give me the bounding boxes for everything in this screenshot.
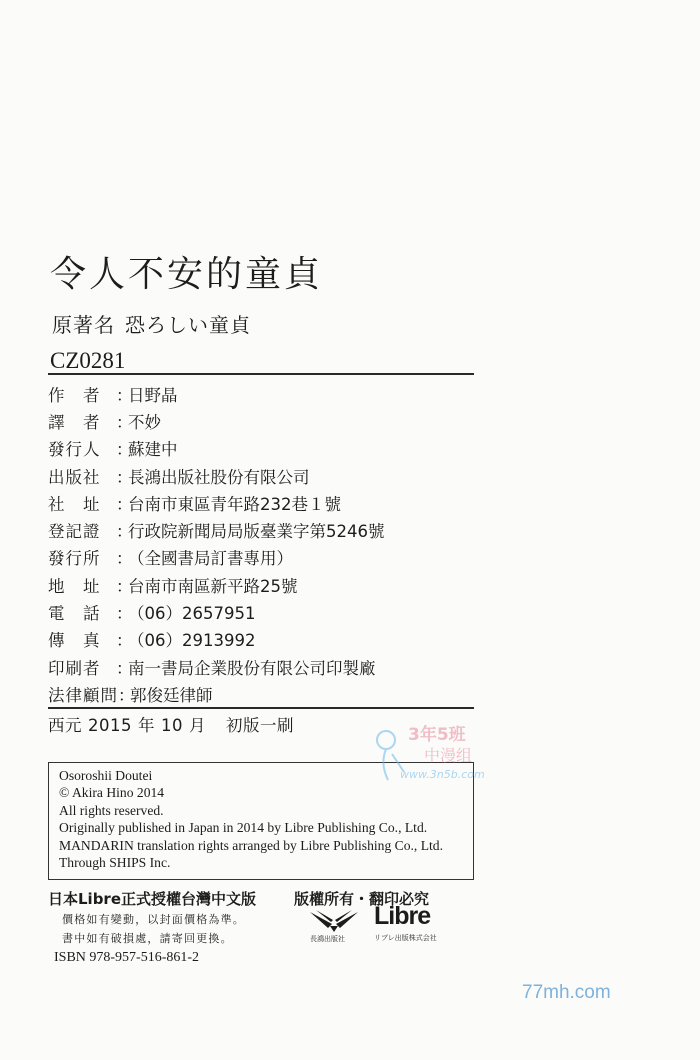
credit-key: 發行所 — [48, 549, 101, 569]
copyright-line: All rights reserved. — [59, 802, 164, 818]
credit-key: 社 址 — [48, 494, 101, 514]
credit-value: 台南市南區新平路25號 — [128, 576, 298, 596]
credit-value: 長鴻出版社股份有限公司 — [128, 467, 310, 487]
credit-row: 社 址 ： 台南市東區青年路232巷１號 — [48, 489, 478, 516]
copyright-line: Originally published in Japan in 2014 by Libre Publishing Co., Ltd. — [59, 820, 428, 836]
watermark-url: www.3n5b.com — [400, 768, 485, 781]
credit-row: 發行人 ： 蘇建中 — [48, 435, 478, 462]
original-title — [52, 310, 251, 340]
credit-value: 行政院新聞局局版臺業字第5246號 — [128, 522, 385, 542]
credit-row: 法律顧問 ： 郭俊廷律師 — [48, 680, 478, 707]
original-title-label: 原著名 — [52, 313, 115, 337]
credit-row: 登記證 ： 行政院新聞局局版臺業字第5246號 — [48, 516, 478, 543]
copyright-line: Through SHIPS Inc. — [59, 855, 171, 871]
edition-era: 西元 — [48, 716, 82, 735]
publisher-logo-caption: 長鴻出版社 — [310, 935, 345, 943]
credit-value: 郭俊廷律師 — [130, 685, 213, 705]
credit-row: 傳 真 ： （06）2913992 — [48, 626, 478, 653]
credit-key: 譯 者 — [48, 412, 101, 432]
original-title-value: 恐ろしい童貞 — [125, 313, 251, 337]
rights-notice: 版權所有・翻印必究 — [294, 890, 430, 908]
credit-value: 台南市東區青年路232巷１號 — [128, 494, 341, 514]
scan-watermark — [370, 720, 520, 790]
edition-year-unit: 年 — [138, 716, 155, 735]
credit-value: 不妙 — [128, 412, 161, 432]
divider-middle — [48, 707, 474, 709]
credit-row: 發行所 ： （全國書局訂書專用） — [48, 544, 478, 571]
credit-row: 印刷者 ： 南一書局企業股份有限公司印製廠 — [48, 653, 478, 680]
credit-row: 地 址 ： 台南市南區新平路25號 — [48, 571, 478, 598]
copyright-line: MANDARIN translation rights arranged by Libre Publishing Co., Ltd. — [59, 837, 443, 853]
copyright-line: Osoroshii Doutei — [59, 768, 153, 783]
credit-value: 南一書局企業股份有限公司印製廠 — [128, 658, 376, 678]
credit-value: 蘇建中 — [128, 440, 178, 460]
credit-row: 譯 者 ： 不妙 — [48, 407, 478, 434]
edition-month: 10 — [161, 716, 183, 735]
damage-note: 書中如有破損處，請寄回更換。 — [62, 932, 233, 945]
credit-key: 電 話 — [48, 604, 101, 624]
copyright-line: © Akira Hino 2014 — [59, 785, 165, 801]
libre-logo — [372, 904, 444, 944]
edition-month-unit: 月 — [189, 716, 206, 735]
credits-list — [48, 380, 478, 708]
site-watermark: 77mh.com — [522, 982, 611, 1003]
credit-value: （06）2913992 — [128, 631, 256, 651]
price-note: 價格如有變動，以封面價格為準。 — [62, 913, 245, 926]
edition-note: 初版一刷 — [226, 716, 294, 735]
watermark-stamp-line1: 3年5班 — [408, 725, 466, 745]
watermark-stamp-line2: 中漫组 — [424, 746, 473, 765]
credit-value: （06）2657951 — [128, 604, 256, 624]
book-title: 令人不安的童貞 — [50, 254, 324, 295]
credit-row: 作 者 ： 日野晶 — [48, 380, 478, 407]
credit-key: 出版社 — [48, 467, 101, 487]
product-code: CZ0281 — [50, 348, 126, 373]
credit-key: 法律顧問 — [48, 685, 118, 705]
libre-wordmark: Libre — [374, 902, 431, 930]
divider-top — [48, 373, 474, 375]
credit-key: 印刷者 — [48, 658, 101, 678]
libre-caption: リブレ出版株式会社 — [374, 934, 437, 942]
credit-value: 日野晶 — [128, 385, 178, 405]
credit-key: 作 者 — [48, 385, 101, 405]
credit-value: （全國書局訂書專用） — [128, 549, 293, 569]
edition-year: 2015 — [88, 716, 132, 735]
credit-row: 出版社 ： 長鴻出版社股份有限公司 — [48, 462, 478, 489]
wing-logo-icon — [306, 906, 362, 934]
credit-key: 地 址 — [48, 576, 101, 596]
credit-key: 發行人 — [48, 440, 101, 460]
credit-row: 電 話 ： （06）2657951 — [48, 598, 478, 625]
credit-key: 傳 真 — [48, 631, 101, 651]
publisher-logo — [306, 906, 362, 944]
authorized-edition: 日本Libre正式授權台灣中文版 — [48, 890, 257, 908]
edition-line — [48, 712, 300, 736]
credit-key: 登記證 — [48, 522, 101, 542]
isbn: ISBN 978-957-516-861-2 — [54, 950, 200, 965]
